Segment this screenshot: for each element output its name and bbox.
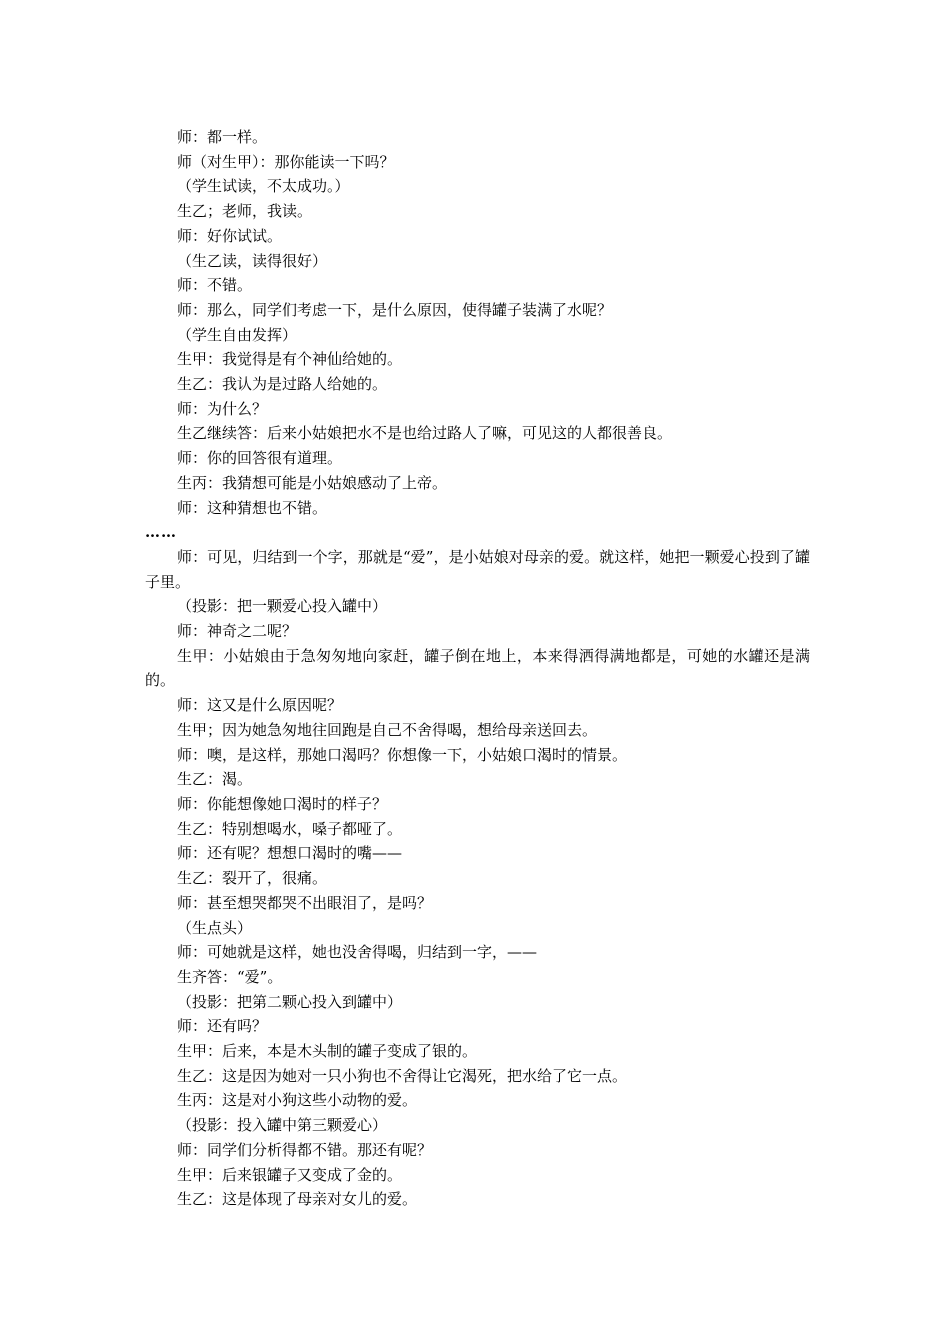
dialogue-line: 师：这又是什么原因呢？	[177, 696, 343, 715]
dialogue-line: 生乙：特别想喝水，嗓子都哑了。	[177, 819, 403, 838]
dialogue-line: 生乙继续答：后来小姑娘把水不是也给过路人了嘛，可见这的人都很善良。	[177, 424, 673, 443]
dialogue-line: 师：这种猜想也不错。	[177, 498, 328, 517]
stage-direction: （投影：投入罐中第三颗爱心）	[177, 1116, 388, 1135]
dialogue-line: 生乙；老师，我读。	[177, 202, 313, 221]
dialogue-line: 师：都一样。	[177, 128, 268, 146]
dialogue-line: 生乙：裂开了，很痛。	[177, 869, 328, 888]
dialogue-line: 生甲；因为她急匆地往回跑是自己不舍得喝，想给母亲送回去。	[177, 720, 598, 739]
dialogue-line: 师：你的回答很有道理。	[177, 449, 343, 468]
dialogue-line: 师：还有吗？	[177, 1017, 268, 1036]
dialogue-line: 师：你能想像她口渴时的样子？	[177, 794, 388, 813]
dialogue-line: 师：可她就是这样，她也没舍得喝，归结到一字，——	[177, 943, 538, 962]
dialogue-line: 生甲：后来，本是木头制的罐子变成了银的。	[177, 1042, 478, 1061]
dialogue-line: 师：噢，是这样，那她口渴吗？你想像一下，小姑娘口渴时的情景。	[177, 745, 628, 764]
dialogue-line: 师：那么，同学们考虑一下，是什么原因，使得罐子装满了水呢？	[177, 300, 613, 319]
dialogue-line: 师：可见，归结到一个字，那就是“爱”，是小姑娘对母亲的爱。就这样，她把一颗爱心投到了罐子里。	[145, 547, 810, 591]
dialogue-line: 师：神奇之二呢？	[177, 622, 298, 641]
dialogue-line: 师（对生甲）：那你能读一下吗？	[177, 152, 395, 171]
dialogue-line: 师：同学们分析得都不错。那还有呢？	[177, 1140, 433, 1159]
dialogue-line: 生丙：这是对小狗这些小动物的爱。	[177, 1091, 418, 1110]
stage-direction: （投影：把第二颗心投入到罐中）	[177, 992, 403, 1011]
dialogue-line: 生乙：我认为是过路人给她的。	[177, 375, 388, 394]
stage-direction: （学生试读，不太成功。）	[177, 177, 350, 196]
stage-direction: （投影：把一颗爱心投入罐中）	[177, 597, 388, 616]
stage-direction: （生乙读，读得很好）	[177, 251, 328, 270]
stage-direction: （生点头）	[177, 918, 253, 937]
dialogue-line: 师：还有呢？想想口渴时的嘴——	[177, 844, 403, 863]
dialogue-line: 生甲：我觉得是有个神仙给她的。	[177, 350, 403, 369]
dialogue-line: 生乙：这是因为她对一只小狗也不舍得让它渴死，把水给了它一点。	[177, 1066, 628, 1085]
dialogue-line: 生乙：渴。	[177, 770, 253, 789]
dialogue-line: 师：好你试试。	[177, 226, 283, 245]
dialogue-line: 生齐答：“爱”。	[177, 967, 283, 986]
dialogue-line: 师：不错。	[177, 276, 253, 295]
dialogue-line: 生乙：这是体现了母亲对女儿的爱。	[177, 1190, 418, 1209]
dialogue-line: 生甲：小姑娘由于急匆匆地向家赶，罐子倒在地上，本来得洒得满地都是，可她的水罐还是满的。	[145, 646, 810, 690]
dialogue-line: 生甲：后来银罐子又变成了金的。	[177, 1165, 403, 1184]
document-page	[145, 125, 810, 1212]
dialogue-line: 师：甚至想哭都哭不出眼泪了，是吗？	[177, 893, 433, 912]
stage-direction: （学生自由发挥）	[177, 325, 298, 344]
dialogue-line: 生丙：我猜想可能是小姑娘感动了上帝。	[177, 473, 448, 492]
ellipsis-line: ……	[145, 523, 177, 542]
dialogue-line: 师：为什么？	[177, 399, 268, 418]
